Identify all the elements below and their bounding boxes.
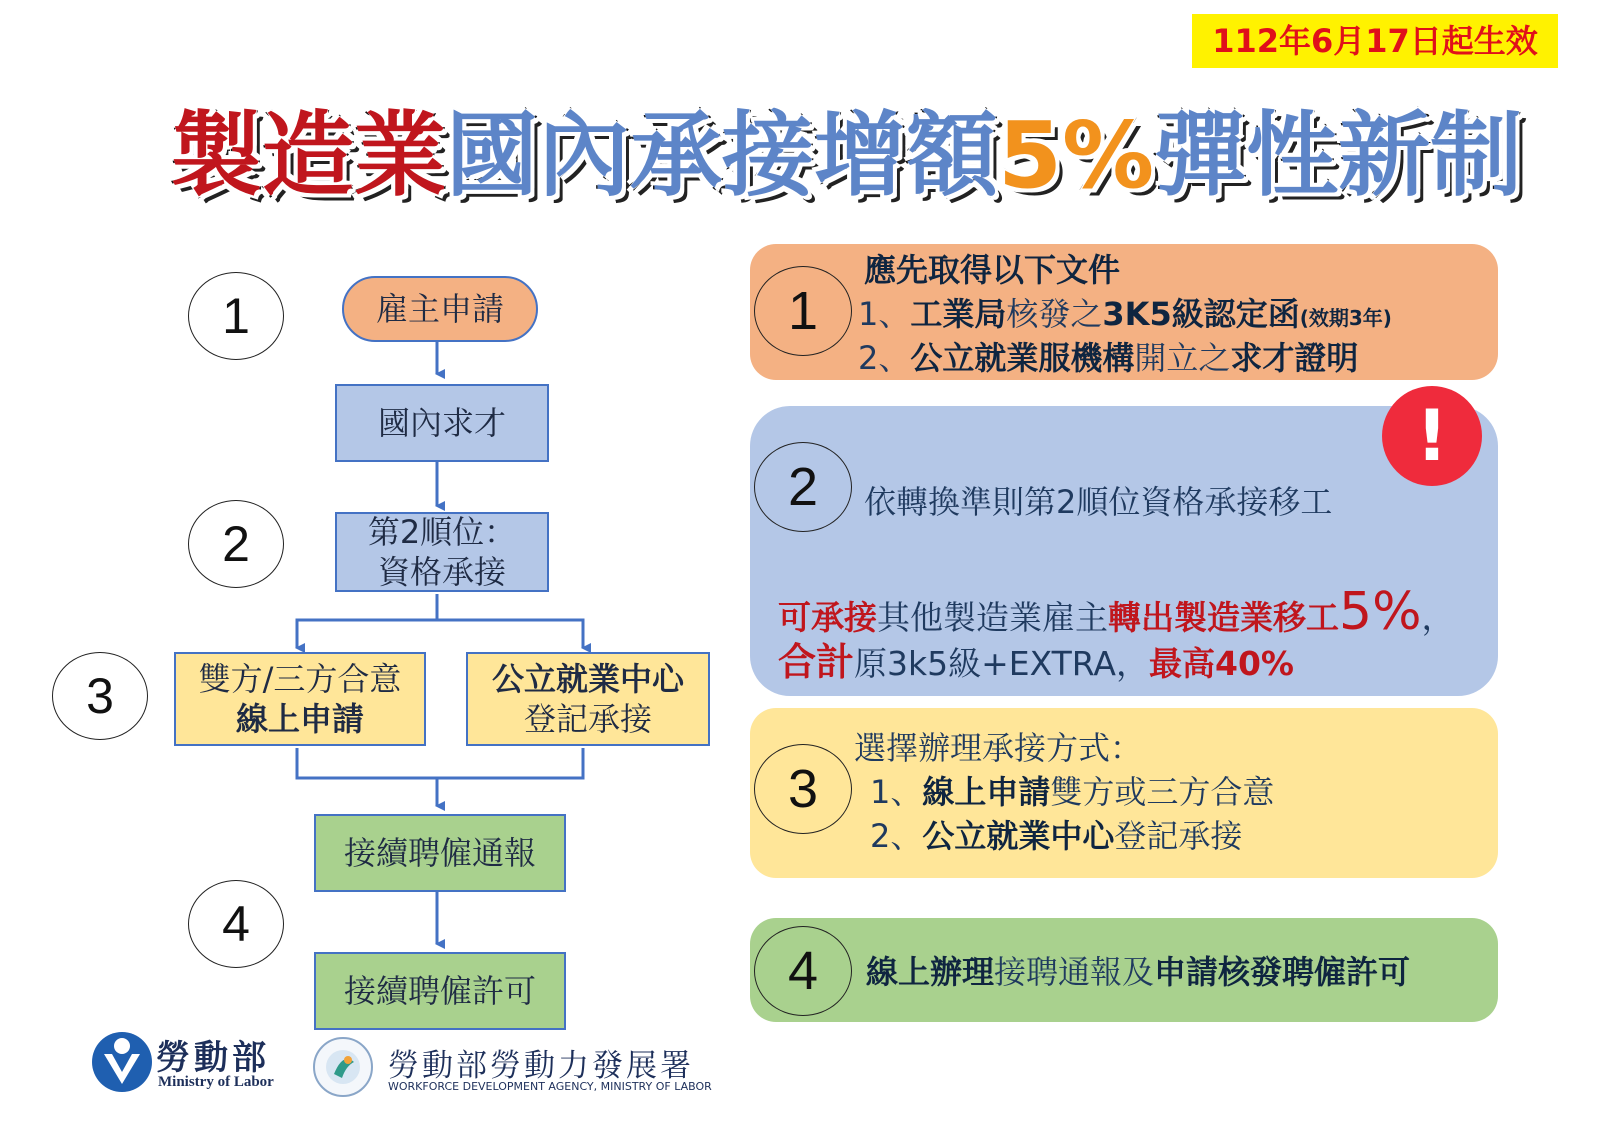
panel-1-item-1-bold1: 工業局 [910, 295, 1007, 333]
ministry-of-labor-logo [90, 1030, 154, 1094]
panel-3-heading: 選擇辦理承接方式： [854, 729, 1143, 767]
flow-step-3-circle: 3 [52, 652, 148, 740]
panel-1-item-1 [858, 292, 1392, 340]
flow-online-apply [174, 652, 426, 746]
title-part-domestic: 國內承接增額 [446, 102, 999, 209]
panel-2-other-employers: 其他製造業雇主 [877, 598, 1108, 637]
flow-online-apply-line2: 線上申請 [235, 700, 364, 738]
flow-priority-2-line1: 第2順位： [367, 513, 517, 551]
panel-3-item-1-bold: 線上申請 [922, 773, 1051, 811]
flow-priority-2 [335, 512, 549, 592]
panel-3-item-2-text: 登記承接 [1114, 817, 1243, 855]
arrow-to-online [297, 594, 437, 648]
panel-1-item-1-text1: 核發之 [1006, 295, 1103, 333]
panel-1-item-1-prefix: 1、 [858, 295, 911, 333]
flow-employment-report-label: 接續聘僱通報 [343, 834, 536, 872]
panel-1-item-2-bold1: 公立就業服機構 [910, 339, 1135, 377]
panel-2-comma: ， [1421, 598, 1455, 637]
flow-center-register-line2: 登記承接 [523, 700, 652, 738]
panel-3-item-1-prefix: 1、 [870, 773, 923, 811]
ministry-name-en: Ministry of Labor [158, 1074, 274, 1090]
panel-2-number-circle: 2 [754, 442, 852, 532]
panel-2-max: 最高40% [1148, 644, 1294, 683]
panel-3-item-1 [870, 770, 1274, 814]
panel-1-item-2-text1: 開立之 [1134, 339, 1231, 377]
flow-domestic-recruit [335, 384, 549, 462]
flow-center-register [466, 652, 710, 746]
agency-name-en: WORKFORCE DEVELOPMENT AGENCY, MINISTRY OF LABOR [388, 1080, 712, 1093]
flow-priority-2-line2: 資格承接 [377, 553, 506, 591]
flow-domestic-recruit-label: 國內求才 [377, 404, 506, 442]
merge-line [297, 748, 583, 778]
flow-employment-permit-label: 接續聘僱許可 [343, 972, 536, 1010]
ministry-name: 勞動部 [156, 1040, 270, 1077]
panel-4-bold2: 申請核發聘僱許可 [1154, 953, 1411, 991]
panel-1-item-2-prefix: 2、 [858, 339, 911, 377]
flow-employment-permit [314, 952, 566, 1030]
panel-2-line-1: 依轉換準則第2順位資格承接移工 [864, 483, 1333, 521]
alert-icon: ! [1382, 386, 1482, 486]
title-part-percent: 5% [998, 102, 1155, 209]
panel-4-bold1: 線上辦理 [866, 953, 995, 991]
panel-2-total: 合計 [778, 640, 855, 684]
flow-step-2-circle: 2 [188, 500, 284, 588]
agency-name: 勞動部勞動力發展署 [388, 1048, 694, 1084]
panel-3-item-2-bold: 公立就業中心 [922, 817, 1115, 855]
flow-employer-apply-label: 雇主申請 [375, 290, 504, 328]
panel-3-item-1-text: 雙方或三方合意 [1050, 773, 1275, 811]
panel-1-item-1-validity: (效期3年) [1299, 306, 1392, 330]
effective-date-badge: 112年6月17日起生效 [1192, 14, 1558, 68]
panel-1-item-1-bold2: 3K5級認定函 [1102, 295, 1300, 333]
flow-step-1-circle: 1 [188, 272, 284, 360]
panel-1-heading: 應先取得以下文件 [864, 251, 1121, 289]
panel-2-line-2 [778, 582, 1455, 642]
panel-3-item-2 [870, 814, 1242, 858]
panel-2-formula: 原3k5級+EXTRA， [854, 644, 1149, 683]
panel-2-line-3 [778, 640, 1294, 686]
flow-online-apply-line1: 雙方/三方合意 [198, 660, 402, 698]
panel-4-text1: 接聘通報及 [994, 953, 1155, 991]
title-part-manufacturing: 製造業 [170, 102, 447, 209]
wda-seal-logo [312, 1036, 374, 1098]
panel-3-number-circle: 3 [754, 744, 852, 834]
panel-2-percent: 5% [1339, 582, 1422, 642]
arrow-to-center [437, 620, 583, 648]
panel-2-can-take: 可承接 [778, 598, 877, 637]
panel-1-item-2-bold2: 求才證明 [1230, 339, 1359, 377]
flow-employment-report [314, 814, 566, 892]
panel-2-transfer-workers: 轉出製造業移工 [1108, 598, 1339, 637]
panel-1-number-circle: 1 [754, 266, 852, 356]
panel-1-item-2 [858, 336, 1358, 380]
flow-center-register-line1: 公立就業中心 [491, 660, 684, 698]
panel-4-number-circle: 4 [754, 926, 852, 1016]
panel-4-text [866, 950, 1410, 994]
flow-employer-apply [342, 276, 538, 342]
panel-3-item-2-prefix: 2、 [870, 817, 923, 855]
title-part-new-system: 彈性新制 [1154, 102, 1523, 209]
flow-step-4-circle: 4 [188, 880, 284, 968]
